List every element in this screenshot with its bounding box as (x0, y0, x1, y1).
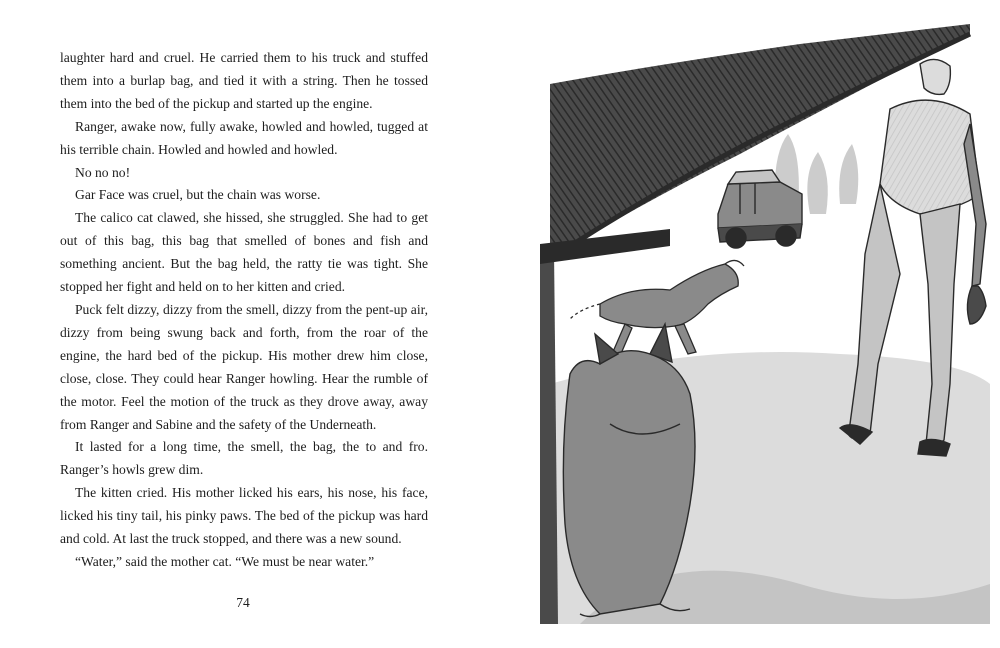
paragraph: The kitten cried. His mother licked his ears, his nose, his face, licked his tiny tail, his pinky paws. The bed of the pickup was hard and cold. At last the truck stopped, and there was a new sound. (60, 485, 428, 547)
paragraph: Gar Face was cruel, but the chain was worse. (75, 187, 321, 203)
paragraph: Ranger, awake now, fully awake, howled and howled, tugged at his terrible chain. Howled and howled and howled. (60, 118, 428, 157)
right-page-illustration (540, 24, 990, 624)
pencil-illustration (540, 24, 990, 624)
paragraph: It lasted for a long time, the smell, the bag, the to and fro. Ranger’s howls grew dim. (60, 439, 428, 478)
paragraph: The calico cat clawed, she hissed, she struggled. She had to get out of this bag, this bag that smelled of bones and fish and something ancient. But the bag held, the ratty tie was tight. She stopped her fight and held on to her kitten and cried. (60, 210, 428, 295)
porch-post (540, 250, 558, 624)
paragraph: laughter hard and cruel. He carried them to his truck and stuffed them into a burlap bag, and tied it with a string. Then he tossed them into the bed of the pickup and started up the engine. (60, 50, 428, 111)
body-text (60, 47, 428, 574)
paragraph: Puck felt dizzy, dizzy from the smell, dizzy from the pent-up air, dizzy from being swung back and forth, from the roar of the engine, the hard bed of the pickup. His mother drew him close, close, close. They could hear Ranger howling. Hear the rumble of the motor. Feel the motion of the truck as they drove away, away from Ranger and Sabine and the safety of the Underneath. (60, 301, 428, 432)
paragraph: No no no! (75, 164, 131, 180)
page-number: 74 (236, 595, 250, 610)
paragraph: “Water,” said the mother cat. “We must be near water.” (75, 553, 375, 569)
